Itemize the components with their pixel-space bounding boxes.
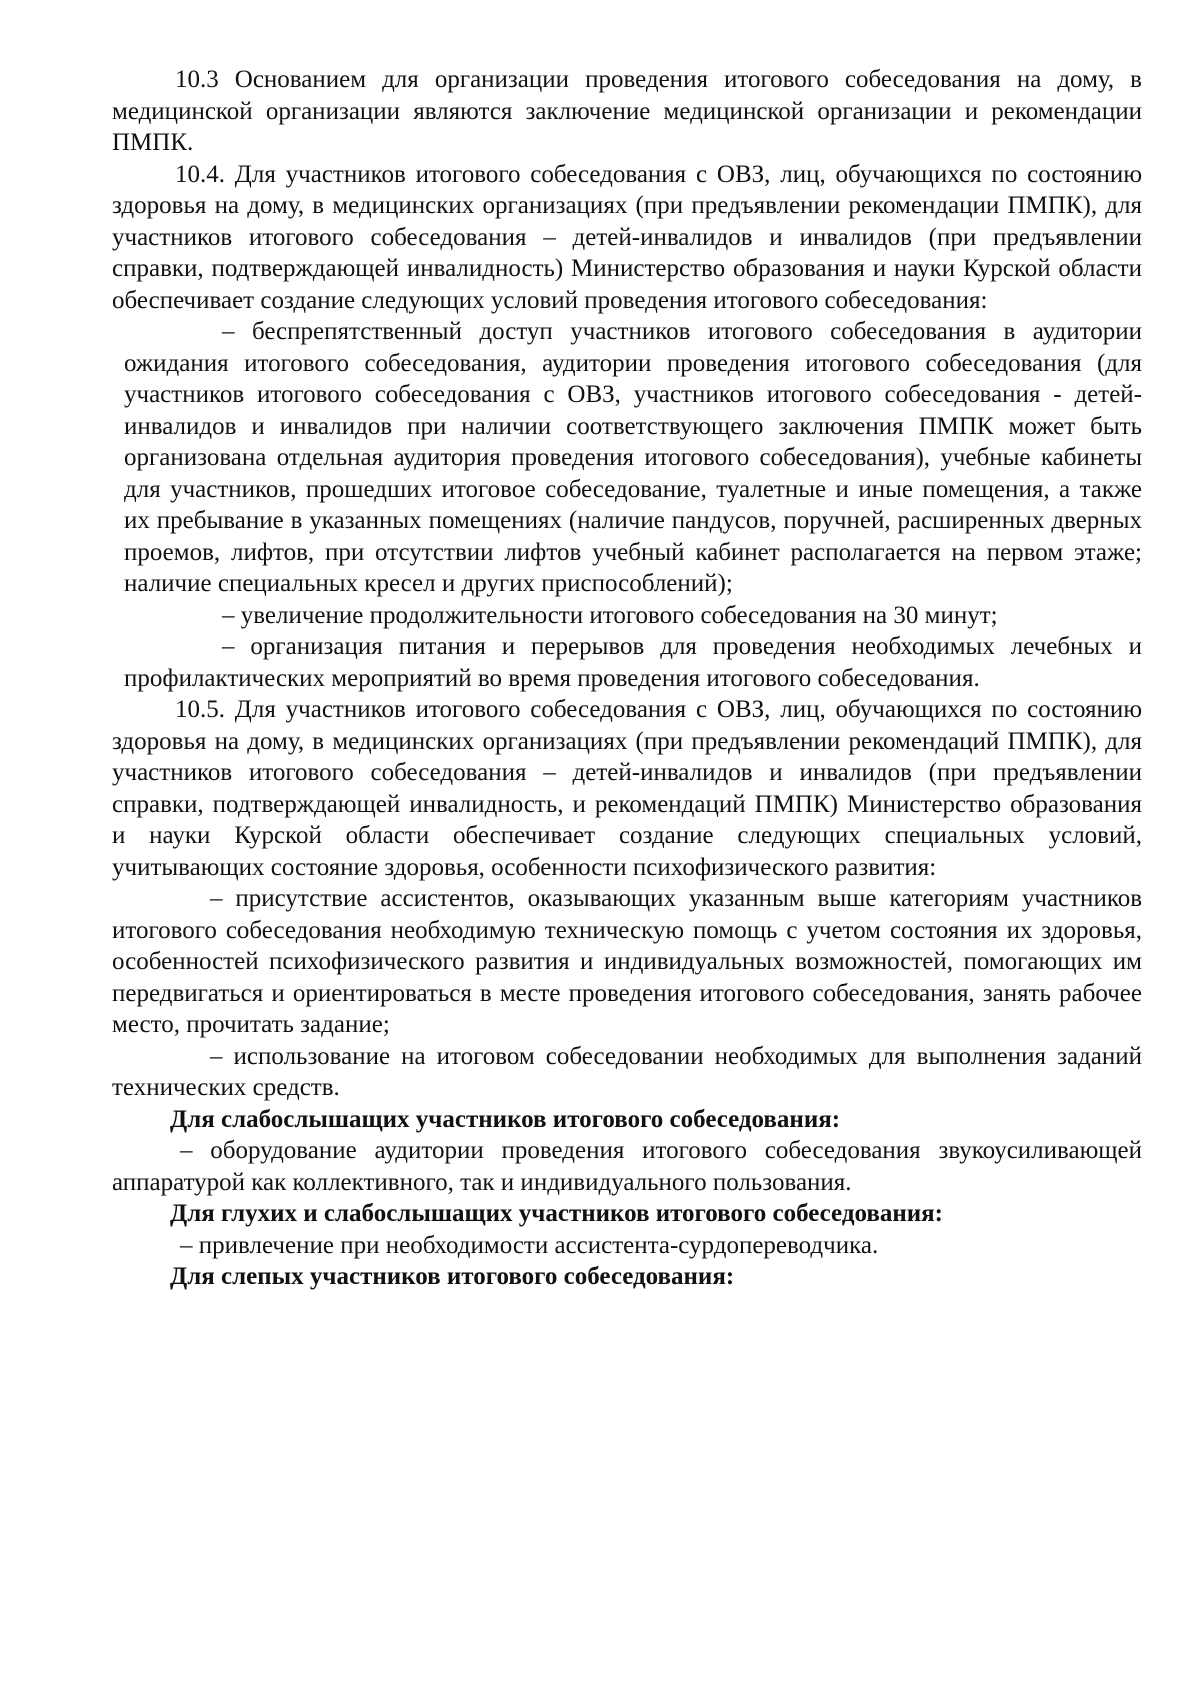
list-item-technical-means: – использование на итоговом собеседовании необходимых для выполнения заданий технических средств.	[112, 1042, 1142, 1101]
heading-deaf: Для глухих и слабослышащих участников итогового собеседования:	[170, 1200, 943, 1227]
list-item-sound-equipment: – оборудование аудитории проведения итогового собеседования звукоусиливающей аппаратурой как коллективного, так и индивидуального пользования.	[112, 1137, 1142, 1196]
heading-blind: Для слепых участников итогового собеседования:	[170, 1263, 735, 1290]
list-item-meals: – организация питания и перерывов для проведения необходимых лечебных и профилактических мероприятий во время проведения итогового собеседования.	[124, 633, 1142, 692]
heading-hard-of-hearing: Для слабослышащих участников итогового собеседования:	[170, 1105, 841, 1133]
paragraph-10-3: 10.3 Основанием для организации проведения итогового собеседования на дому, в медицинской организации являются заключение медицинской организации и рекомендации ПМПК.	[112, 66, 1142, 156]
paragraph-10-4: 10.4. Для участников итогового собеседования с ОВЗ, лиц, обучающихся по состоянию здоровья на дому, в медицинских организациях (при предъявлении рекомендации ПМПК), для участников итогового собеседования – детей-инвалидов и инвалидов (при предъявлении справки, подтверждающей инвалидность) Министерство образования и науки Курской области обеспечивает создание следующих условий проведения итогового собеседования:	[112, 160, 1142, 314]
list-item-assistants: – присутствие ассистентов, оказывающих указанным выше категориям участников итогового собеседования необходимую техническую помощь с учетом состояния их здоровья, особенностей психофизического развития и индивидуальных возможностей, помогающих им передвигаться и ориентироваться в месте проведения итогового собеседования, занять рабочее место, прочитать задание;	[112, 885, 1142, 1038]
list-item-duration: – увеличение продолжительности итогового собеседования на 30 минут;	[222, 601, 998, 629]
document-body	[112, 64, 1142, 1293]
paragraph-10-5: 10.5. Для участников итогового собеседования с ОВЗ, лиц, обучающихся по состоянию здоровья на дому, в медицинских организациях (при предъявлении рекомендаций ПМПК), для участников итогового собеседования – детей-инвалидов и инвалидов (при предъявлении справки, подтверждающей инвалидность, и рекомендаций ПМПК) Министерство образования и науки Курской области обеспечивает создание следующих специальных условий, учитывающих состояние здоровья, особенности психофизического развития:	[112, 696, 1142, 881]
list-item-access: – беспрепятственный доступ участников итогового собеседования в аудитории ожидания итогового собеседования, аудитории проведения итогового собеседования (для участников итогового собеседования с ОВЗ, участников итогового собеседования - детей-инвалидов и инвалидов при наличии соответствующего заключения ПМПК может быть организована отдельная аудитория проведения итогового собеседования), учебные кабинеты для участников, прошедших итоговое собеседование, туалетные и иные помещения, а также их пребывание в указанных помещениях (наличие пандусов, поручней, расширенных дверных проемов, лифтов, при отсутствии лифтов учебный кабинет располагается на первом этаже; наличие специальных кресел и других приспособлений);	[124, 318, 1142, 597]
list-item-sign-interpreter: – привлечение при необходимости ассистента-сурдопереводчика.	[180, 1231, 879, 1259]
